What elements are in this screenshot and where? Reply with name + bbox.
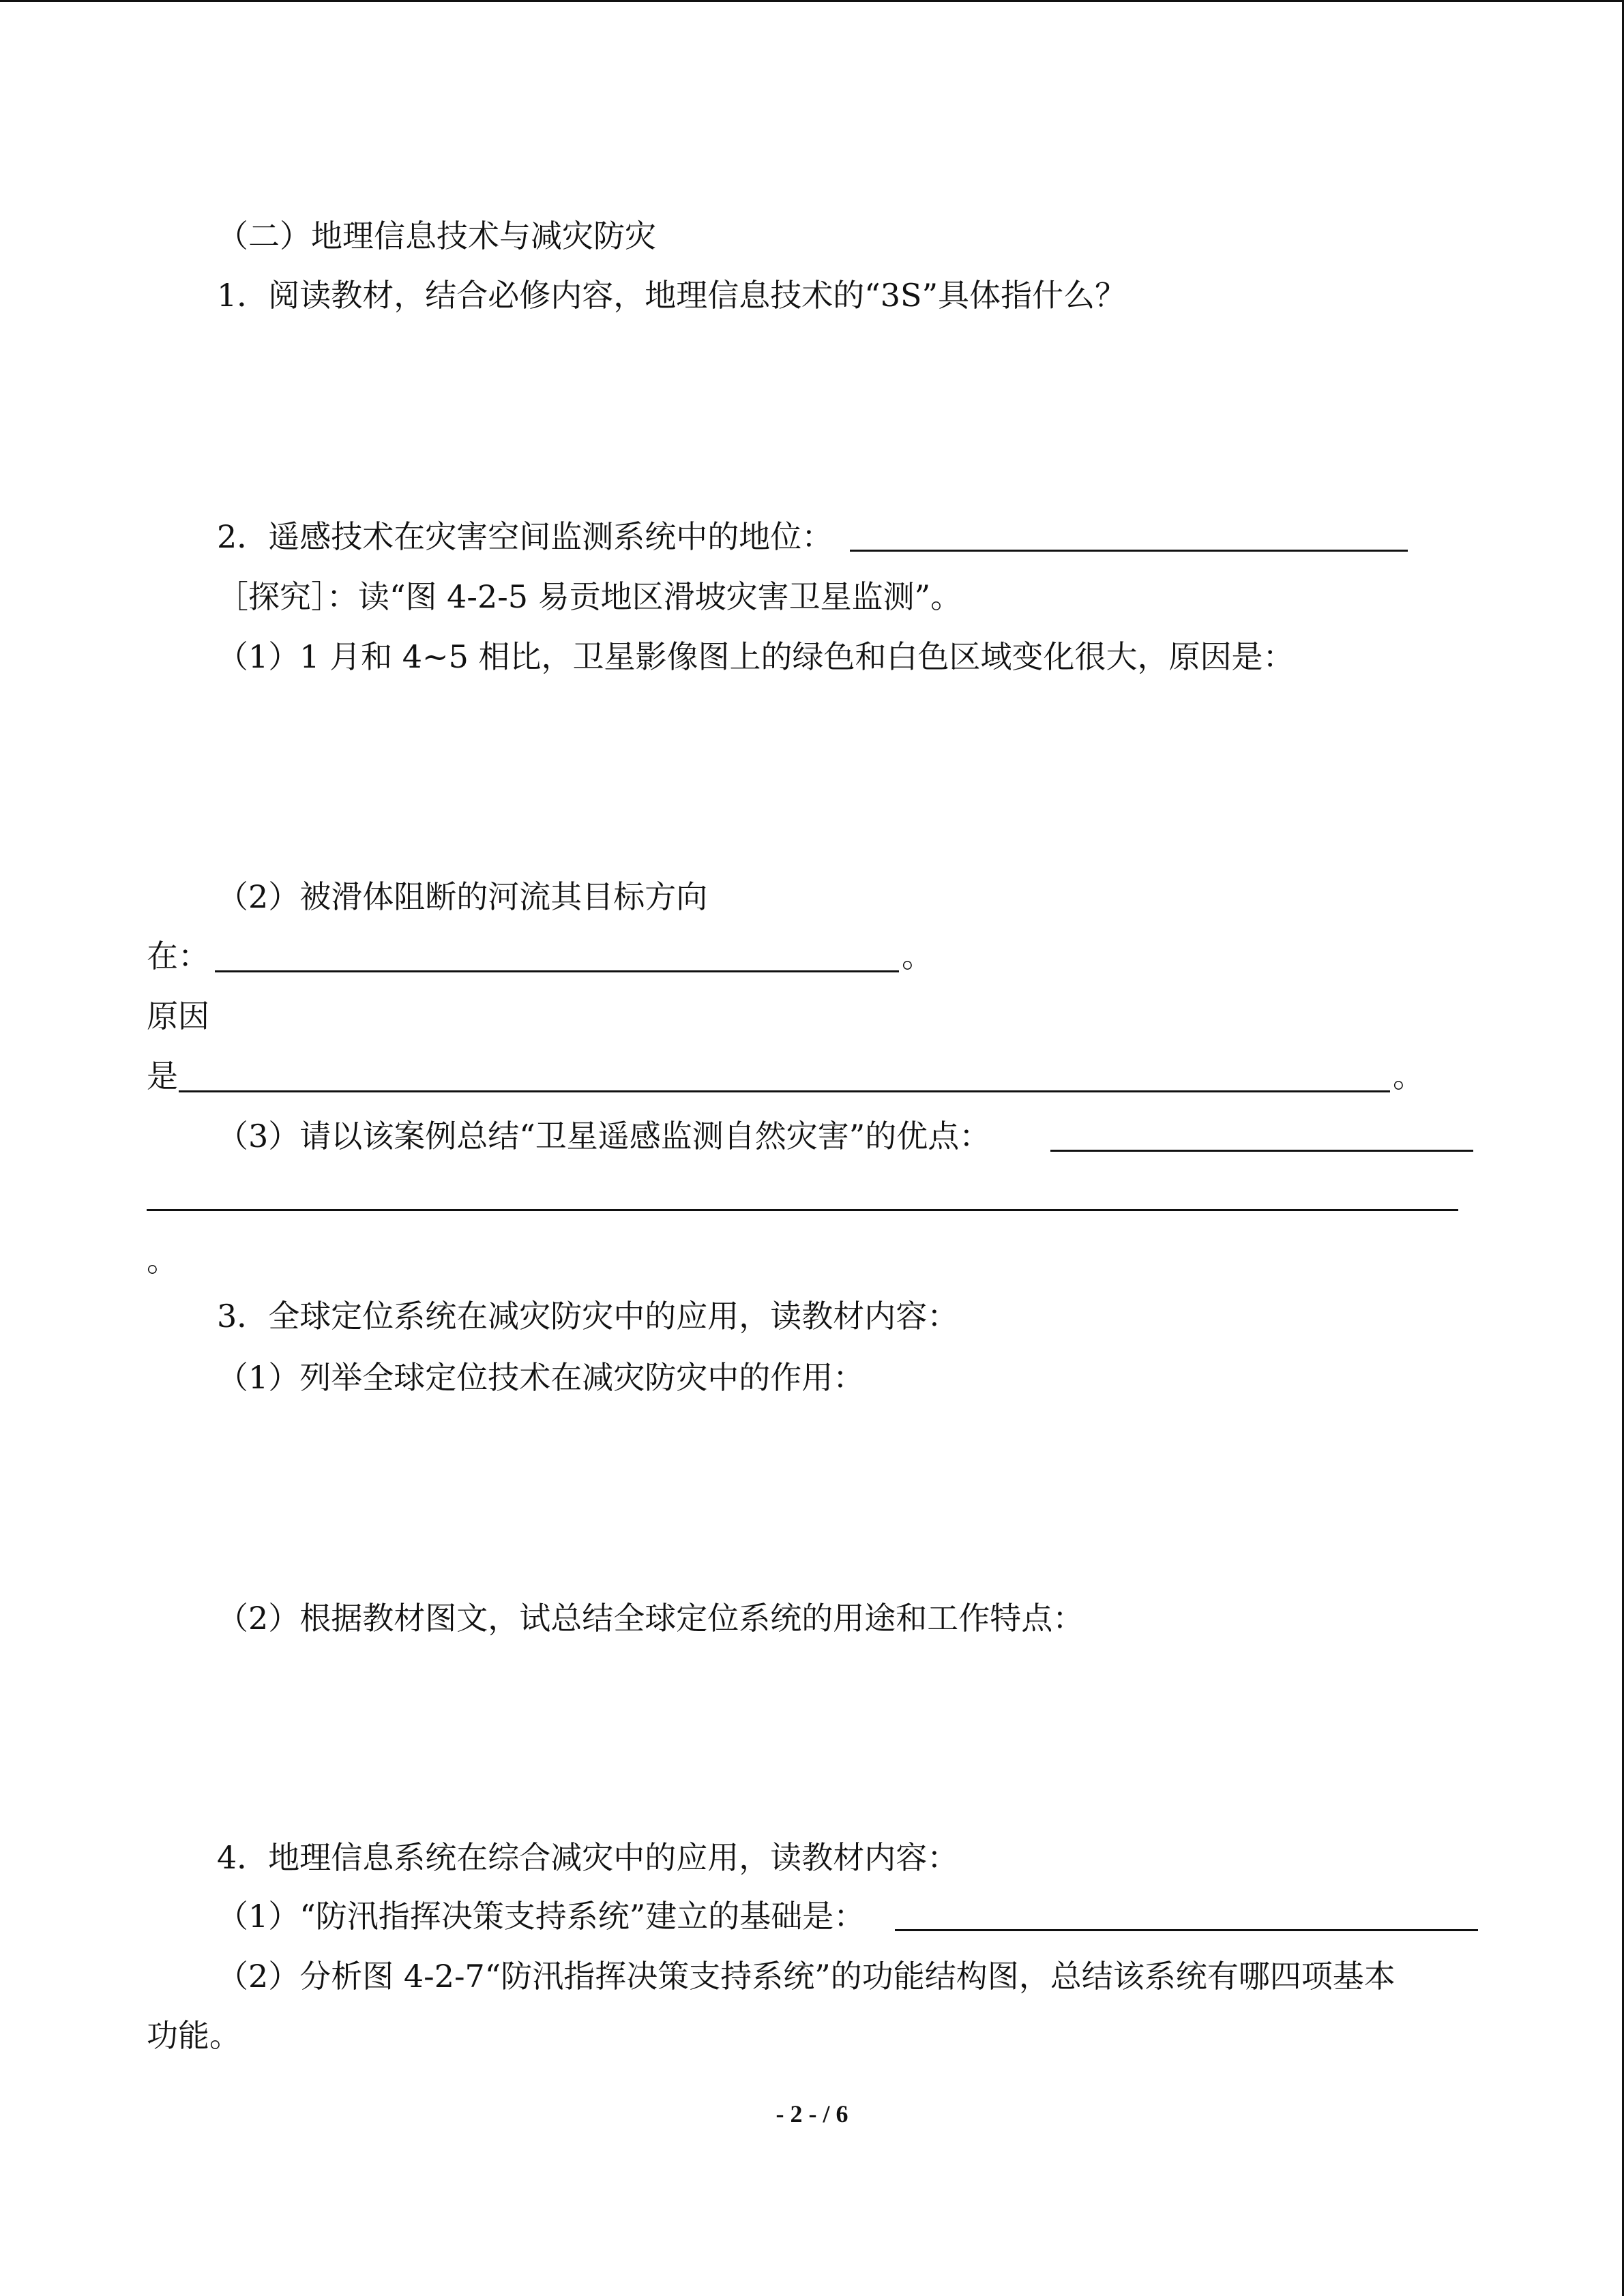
section-title: （二）地理信息技术与减灾防灾: [217, 218, 656, 254]
question-4-2-continuation: 功能。: [147, 2017, 241, 2054]
question-2: 2．遥感技术在灾害空间监测系统中的地位：: [217, 518, 833, 555]
explore-question-2-reason-prefix: 是: [147, 1058, 178, 1094]
explore-heading: ［探究］：读“图 4-2-5 易贡地区滑坡灾害卫星监测”。: [217, 578, 962, 615]
question-3-1: （1）列举全球定位技术在减灾防灾中的作用：: [217, 1359, 865, 1396]
period-mark: 。: [1393, 1058, 1424, 1094]
answer-blank-advantages-cont[interactable]: [147, 1209, 1458, 1211]
period-mark: 。: [902, 938, 933, 974]
explore-question-3: （3）请以该案例总结“卫星遥感监测自然灾害”的优点：: [217, 1118, 991, 1154]
explore-question-1: （1）1 月和 4~5 相比，卫星影像图上的绿色和白色区域变化很大，原因是：: [217, 638, 1295, 675]
page-number: - 2 - / 6: [776, 2100, 848, 2128]
question-4-1: （1）“防汛指挥决策支持系统”建立的基础是：: [217, 1898, 866, 1935]
answer-blank-direction[interactable]: [215, 970, 899, 972]
question-4-2: （2）分析图 4-2-7“防汛指挥决策支持系统”的功能结构图，总结该系统有哪四项基本: [217, 1958, 1396, 1995]
explore-question-2: （2）被滑体阻断的河流其目标方向: [217, 878, 708, 915]
question-4: 4．地理信息系统在综合减灾中的应用，读教材内容：: [217, 1839, 959, 1876]
answer-blank-advantages[interactable]: [1050, 1150, 1473, 1152]
question-3-2: （2）根据教材图文，试总结全球定位系统的用途和工作特点：: [217, 1600, 1084, 1637]
answer-blank-reason[interactable]: [179, 1090, 1390, 1092]
question-3: 3．全球定位系统在减灾防灾中的应用，读教材内容：: [217, 1298, 959, 1335]
explore-question-2-reason-label: 原因: [147, 998, 209, 1034]
top-border: [0, 0, 1624, 2]
period-mark: 。: [147, 1242, 178, 1279]
answer-blank-q2[interactable]: [850, 550, 1408, 552]
explore-question-2-direction-label: 在：: [147, 938, 209, 974]
answer-blank-q4-1[interactable]: [895, 1929, 1478, 1931]
question-1: 1．阅读教材，结合必修内容，地理信息技术的“3S”具体指什么？: [217, 277, 1127, 314]
